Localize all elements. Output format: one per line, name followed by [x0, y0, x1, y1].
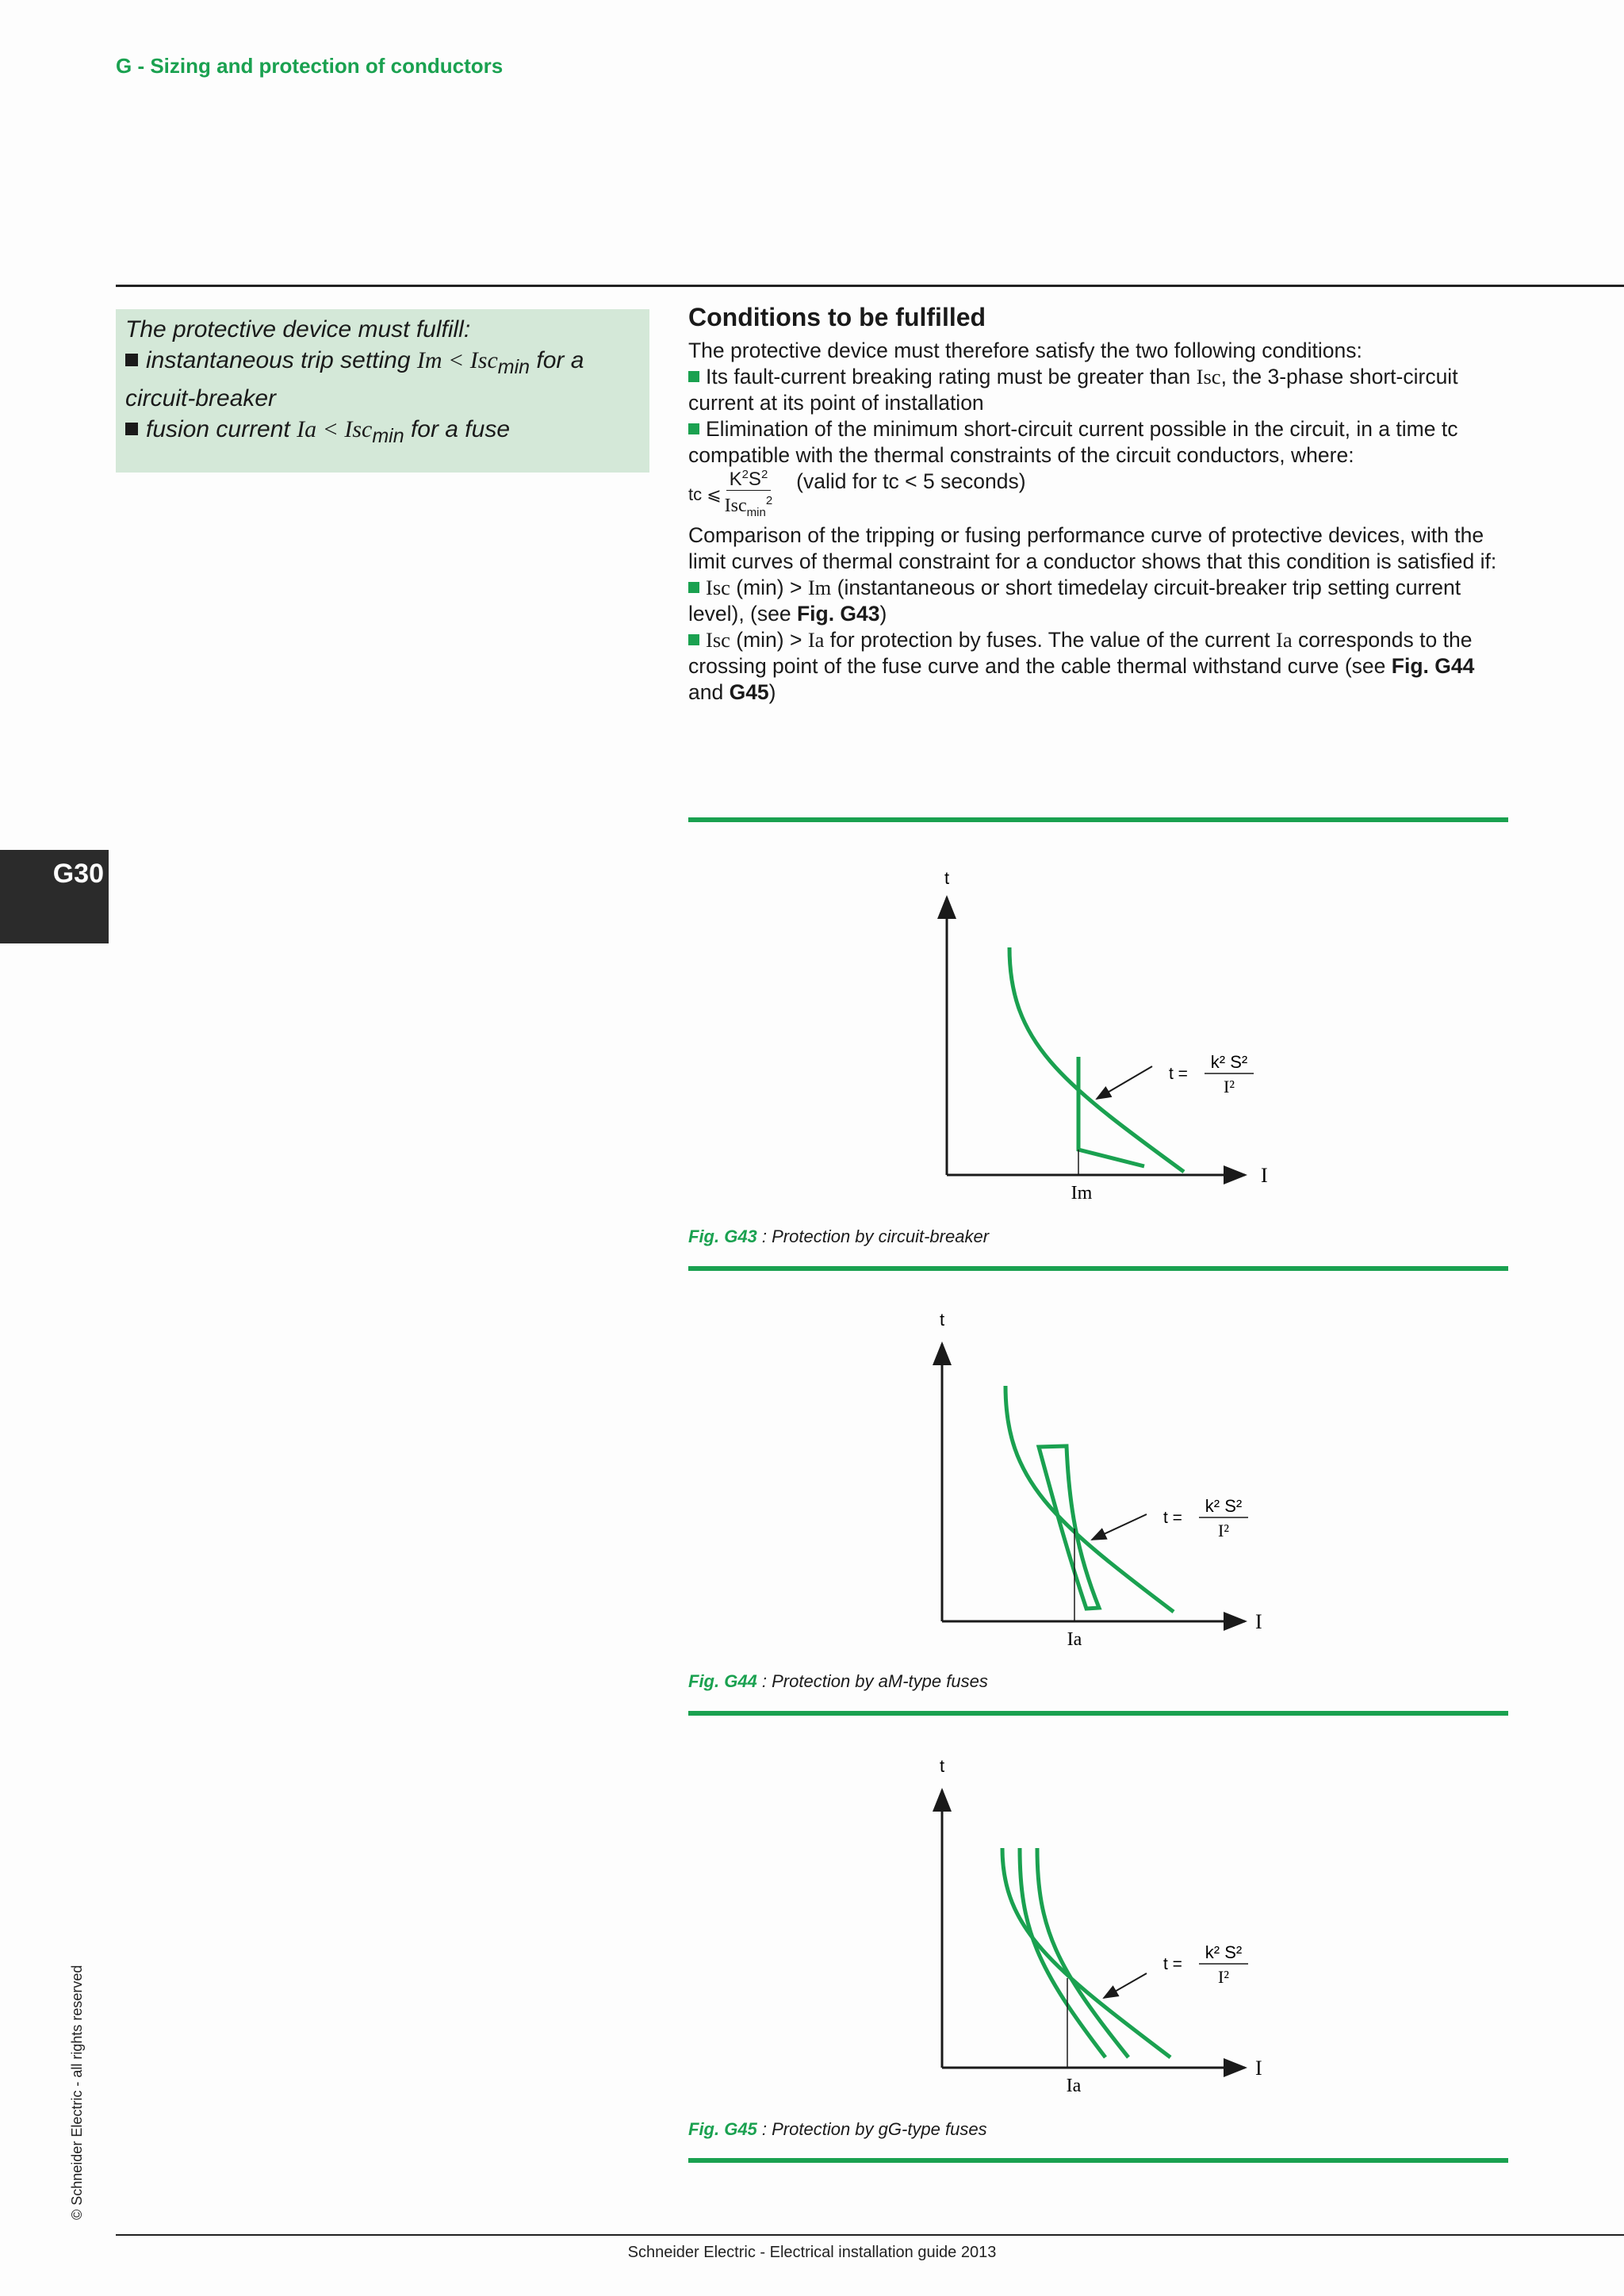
ia-label: Ia: [1066, 2076, 1082, 2096]
figure-g43-caption: Fig. G43 : Protection by circuit-breaker: [688, 1226, 990, 1246]
top-rule: [116, 285, 1624, 287]
bullet-square-icon: [688, 423, 699, 434]
ia-label: Ia: [1067, 1629, 1082, 1650]
pointer-arrow: [1097, 1066, 1152, 1099]
bullet-square-icon: [125, 423, 138, 435]
t-axis-label: t: [939, 1310, 945, 1330]
i-axis-label: I: [1261, 1164, 1268, 1187]
formula-num: k² S²: [1210, 1052, 1248, 1072]
figure-g44-diagram: [688, 1283, 1508, 1655]
formula-den: I²: [1218, 1521, 1229, 1540]
page-number: G30: [52, 859, 104, 889]
figure-g45-caption: Fig. G45 : Protection by gG-type fuses: [688, 2119, 987, 2139]
pointer-arrow: [1104, 1973, 1147, 1998]
gg-fuse-curve-1: [1020, 1848, 1105, 2057]
tc-formula: tc ⩽ $\frac{K^2S^2}{Isc_{min}^2}$ (valid for tc < 5 seconds): [688, 470, 1513, 518]
formula-den: I²: [1218, 1967, 1229, 1987]
figure-g43-diagram: [688, 836, 1508, 1209]
bullet-fuses: Isc (min) > Ia for protection by fuses. The value of the current Ia corresponds to the crossing point of the fuse curve and the cable thermal withstand curve (see Fig. G44 and G45): [688, 628, 1475, 704]
formula-t-eq: t =: [1163, 1509, 1182, 1527]
condition-elimination: Elimination of the minimum short-circuit current possible in the circuit, in a time tc compatible with the thermal constraints of the circuit conductors, where:: [688, 417, 1458, 467]
figure-separator: [688, 1711, 1508, 1716]
figure-separator: [688, 2158, 1508, 2163]
summary-box: [116, 309, 649, 473]
intro-paragraph: The protective device must therefore satisfy the two following conditions:: [688, 339, 1362, 362]
formula-fraction: $\frac{K^2S^2}{Isc_{min}^2}$: [725, 465, 773, 523]
bullet-square-icon: [125, 354, 138, 366]
summary-item-circuit-breaker: instantaneous trip setting Im < Isc$_{min}$ for a circuit-breaker: [125, 347, 584, 411]
summary-item-fuse: fusion current Ia < Isc$_{min}$ for a fuse: [125, 414, 640, 452]
circuit-breaker-curve: [1078, 1057, 1144, 1166]
bullet-square-icon: [688, 634, 699, 645]
bullet-square-icon: [688, 371, 699, 382]
comparison-paragraph: Comparison of the tripping or fusing performance curve of protective devices, with the limit curves of thermal constraint for a conductor shows that this condition is satisfied if:: [688, 523, 1497, 573]
im-label: Im: [1071, 1183, 1093, 1203]
figure-separator: [688, 1266, 1508, 1271]
i-axis-label: I: [1255, 2057, 1262, 2080]
main-text: [688, 301, 1513, 706]
condition-breaking-rating: Its fault-current breaking rating must be greater than Isc, the 3-phase short-circuit current at its point of installation: [688, 365, 1458, 415]
cable-thermal-curve: [1002, 1848, 1170, 2057]
summary-intro: The protective device must fulfill:: [125, 316, 471, 342]
section-title: G - Sizing and protection of conductors: [116, 54, 504, 78]
bullet-circuit-breaker: Isc (min) > Im (instantaneous or short timedelay circuit-breaker trip setting current level), (see Fig. G43): [688, 576, 1461, 626]
section-heading: Conditions to be fulfilled: [688, 303, 986, 331]
page-footer: Schneider Electric - Electrical installation guide 2013: [627, 2244, 997, 2261]
formula-num: k² S²: [1205, 1496, 1243, 1516]
t-axis-label: t: [944, 868, 950, 888]
copyright-notice: © Schneider Electric - all rights reserved: [69, 1965, 85, 2220]
formula-num: k² S²: [1205, 1942, 1243, 1962]
pointer-arrow: [1092, 1514, 1147, 1540]
formula-den: I²: [1224, 1077, 1235, 1096]
formula-t-eq: t =: [1163, 1955, 1182, 1973]
figure-g45-diagram: [688, 1731, 1508, 2103]
formula-t-eq: t =: [1169, 1065, 1188, 1083]
figure-g44-caption: Fig. G44 : Protection by aM-type fuses: [688, 1671, 988, 1691]
bottom-rule: [116, 2234, 1624, 2236]
cable-thermal-curve: [1009, 947, 1184, 1172]
t-axis-label: t: [939, 1756, 945, 1776]
i-axis-label: I: [1255, 1610, 1262, 1633]
page-number-tab: [0, 850, 109, 943]
bullet-square-icon: [688, 582, 699, 593]
figure-separator: [688, 817, 1508, 822]
